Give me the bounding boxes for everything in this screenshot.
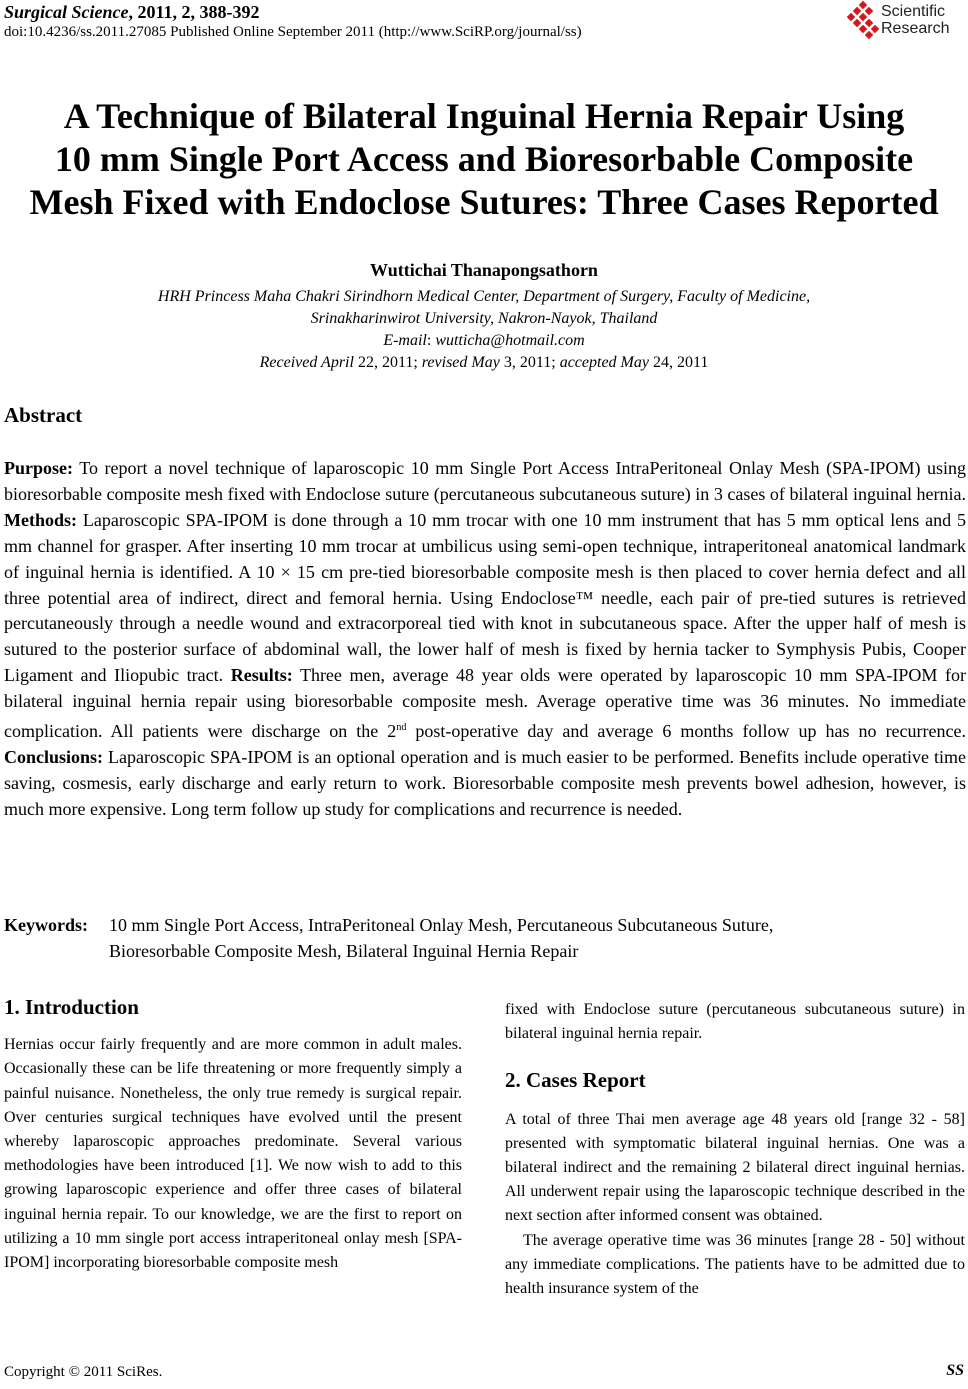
conclusions-label: Conclusions:	[4, 746, 104, 767]
keywords-line: Bioresorbable Composite Mesh, Bilateral Inguinal Hernia Repair	[109, 941, 579, 961]
received-label: Received April	[259, 354, 354, 371]
abstract-heading: Abstract	[4, 403, 83, 427]
continued-paragraph: fixed with Endoclose suture (percutaneous subcutaneous suture) in bilateral inguinal hernia repair.	[505, 1001, 965, 1043]
publisher-logo	[848, 2, 949, 38]
email-link[interactable]: wutticha@hotmail.com	[435, 332, 585, 349]
purpose-text: To report a novel technique of laparoscopic 10 mm Single Port Access IntraPeritoneal Onlay Mesh (SPA-IPOM) using bioresorbable composite mesh fixed with Endoclose suture (percutaneous subcutaneous suture) in 3 cases of bilateral inguinal hernia.	[4, 458, 966, 504]
affiliation: HRH Princess Maha Chakri Sirindhorn Medical Center, Department of Surgery, Faculty of Medicine, Srinakharinwirot University, Nakron-Nayok, Thailand E-mail: wutticha@hotmail.com Received April 22, 2011; revised May 3, 2011; accepted May 24, 2011	[0, 286, 968, 374]
cases-paragraph-2: The average operative time was 36 minutes [range 28 - 50] without any immediate complications. The patients have to be admitted due to health insurance system of the	[505, 1231, 965, 1298]
results-text: Three men, average 48 year olds were operated by laparoscopic 10 mm SPA-IPOM for bilateral inguinal hernia repair using bioresorbable composite mesh. Average operative time was 36 minutes. No immediate complication. All patients were discharge on the 2	[4, 665, 966, 742]
copyright: Copyright © 2011 SciRes.	[4, 1364, 163, 1380]
logo-text-2: Research	[881, 20, 950, 37]
paper-title	[0, 95, 968, 224]
email-label: E-mail	[383, 332, 427, 349]
logo-diamonds-icon	[848, 2, 878, 38]
revised-label: revised May	[421, 354, 500, 371]
conclusions-text: Laparoscopic SPA-IPOM is an optional operation and is much easier to be performed. Benefits include operative time saving, cosmesis, early discharge and early return to work. Bioresorbable composite mesh prevents bowel adhesion, however, is much more expensive. Long term follow up study for complications and recurrence is needed.	[4, 746, 966, 819]
received-date: 22, 2011;	[353, 354, 422, 371]
results-text-2: post-operative day and average 6 months follow up has no recurrence.	[406, 721, 966, 742]
keywords-line: 10 mm Single Port Access, IntraPeritoneal Onlay Mesh, Percutaneous Subcutaneous Suture,	[109, 915, 774, 935]
revised-date: 3, 2011;	[499, 354, 560, 371]
citation: , 2011, 2, 388-392	[128, 2, 260, 22]
methods-text: Laparoscopic SPA-IPOM is done through a 10 mm trocar with one 10 mm instrument that has 5 mm optical lens and 5 mm channel for grasper. After inserting 10 mm trocar at umbilicus using semi-open technique, intraperitoneal anatomical landmark of inguinal hernia is identified. A 10 × 15 cm pre-tied bioresorbable composite mesh is then placed to cover hernia defect and all three potential area of indirect, direct and femoral hernia. Using Endoclose™ needle, each pair of pre-tied sutures is retrieved percutaneously through a needle wound and extracorporeal tied with knot in subcutaneous space. After the upper half of mesh is sutured to the posterior surface of abdominal wall, the lower half of mesh is fixed by hernia tacker to Symphysis Pubis, Cooper Ligament and Iliopubic tract.	[4, 509, 966, 686]
keywords	[4, 912, 773, 964]
purpose-label: Purpose:	[4, 458, 73, 478]
keywords-label: Keywords:	[4, 915, 88, 935]
results-label: Results:	[230, 665, 293, 686]
logo-text-1: Scientific	[881, 3, 946, 20]
journal-abbreviation: SS	[946, 1362, 964, 1379]
journal-citation	[4, 2, 260, 23]
superscript: nd	[396, 722, 407, 734]
accepted-label: accepted May	[559, 354, 649, 371]
title-line: 10 mm Single Port Access and Bioresorbable Composite	[54, 139, 914, 179]
cases-paragraph-1: A total of three Thai men average age 48 years old [range 32 - 58] presented with symptomatic bilateral inguinal hernias. One was a bilateral indirect and the remaining 2 bilateral direct inguinal hernias. All underwent repair using the laparoscopic technique described in the next section after informed consent was obtained.	[505, 1110, 965, 1225]
affiliation-line: HRH Princess Maha Chakri Sirindhorn Medical Center, Department of Surgery, Faculty of Medicine,	[157, 288, 811, 305]
doi-line: doi:10.4236/ss.2011.27085 Published Online September 2011 (http://www.SciRP.org/journal/ss)	[4, 24, 582, 40]
section-heading-cases-report: 2. Cases Report	[505, 1068, 646, 1093]
affiliation-line: Srinakharinwirot University, Nakron-Nayok, Thailand	[310, 310, 658, 327]
title-line: A Technique of Bilateral Inguinal Hernia Repair Using	[63, 96, 905, 136]
journal-name: Surgical Science	[4, 2, 129, 22]
author: Wuttichai Thanapongsathorn	[370, 260, 598, 280]
dates	[0, 352, 968, 374]
title-line: Mesh Fixed with Endoclose Sutures: Three Cases Reported	[29, 182, 939, 222]
accepted-date: 24, 2011	[648, 354, 709, 371]
section-heading-introduction: 1. Introduction	[4, 995, 139, 1019]
introduction-paragraph: Hernias occur fairly frequently and are more common in adult males. Occasionally these can be life threatening or more frequently simply a painful nuisance. Nonetheless, the only true remedy is surgical repair. Over centuries surgical techniques have evolved until the present whereby laparoscopic approaches predominate. Several various methodologies have been introduced [1]. We now wish to add to this growing laparoscopic experience and offer three cases of bilateral inguinal hernia repair. To our knowledge, we are the first to report on utilizing a 10 mm single port access intraperitoneal onlay mesh [SPA-IPOM] incorporating bioresorbable composite mesh	[4, 1036, 462, 1272]
methods-label: Methods:	[4, 509, 77, 530]
right-column	[505, 998, 965, 1301]
abstract-body	[4, 456, 966, 823]
left-column	[4, 995, 462, 1275]
